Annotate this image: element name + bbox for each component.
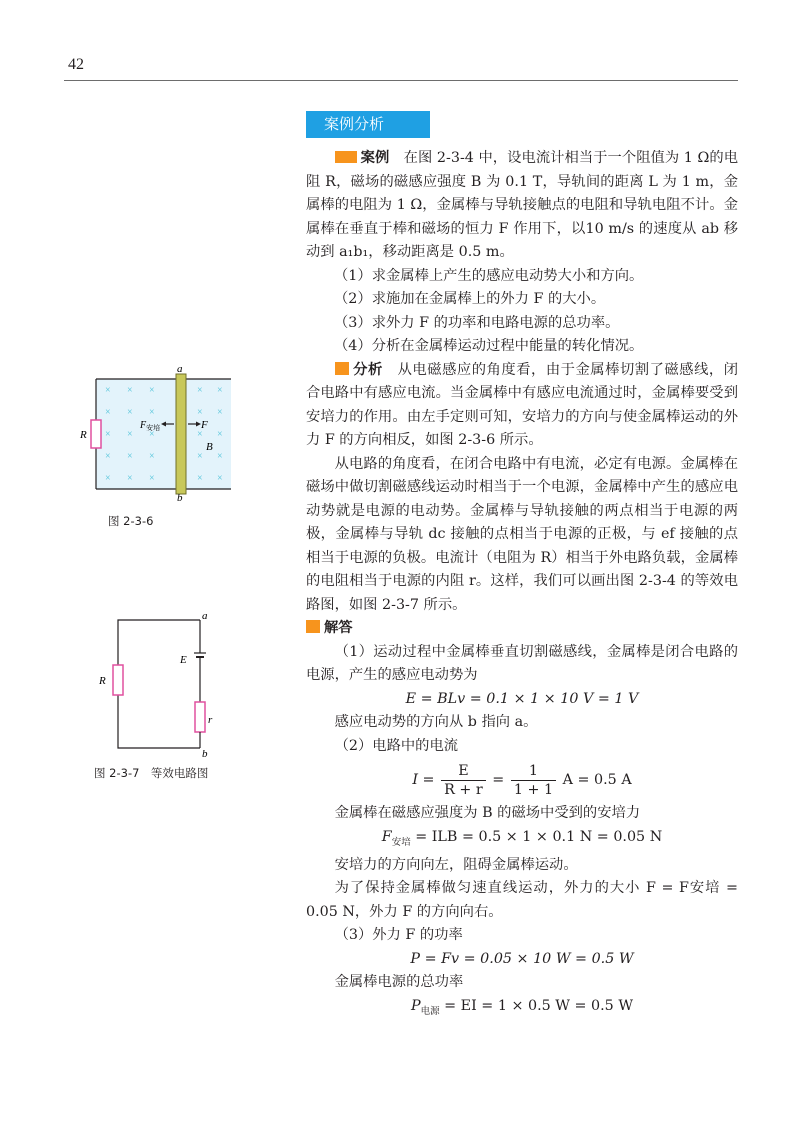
case-label: 案例	[360, 150, 390, 166]
field-cross-icon: ×	[149, 429, 155, 440]
case-text: 在图 2-3-4 中，设电流计相当于一个阻值为 1 Ω的电阻 R，磁场的磁感应强度 B 为 0.1 T，导轨间的距离 L 为 1 m，金属棒的电阻为 1 Ω，金属棒与导轨接触点的电阻和导轨电阻不计。金属棒在垂直于棒和磁场的恒力 F 作用下，以10 m/s 的速度从 ab 移动到 a₁b₁，移动距离是 0.5 m。	[306, 150, 739, 260]
field-cross-icon: ×	[149, 385, 155, 396]
field-cross-icon: ×	[127, 473, 133, 484]
label-F: F	[201, 419, 208, 431]
figure-2-3-7-caption: 图 2-3-7 等效电路图	[94, 766, 209, 780]
field-cross-icon: ×	[217, 407, 223, 418]
total-power-text: 金属棒电源的总功率	[334, 974, 464, 991]
field-cross-icon: ×	[127, 429, 133, 440]
solution-label: 解答	[324, 620, 353, 636]
question-2: （2）求施加在金属棒上的外力 F 的大小。	[334, 291, 606, 307]
field-cross-icon: ×	[197, 473, 203, 484]
field-cross-icon: ×	[105, 473, 111, 484]
resistor-R	[91, 420, 101, 448]
field-cross-icon: ×	[217, 473, 223, 484]
section-banner: 案例分析	[306, 111, 430, 138]
field-cross-icon: ×	[127, 407, 133, 418]
emf-direction: 感应电动势的方向从 b 指向 a。	[334, 714, 538, 730]
equation-total-power: $P_{电源}$ = EI = 1 × 0.5 W = 0.5 W	[410, 997, 634, 1017]
question-1: （1）求金属棒上产生的感应电动势大小和方向。	[334, 267, 644, 284]
field-cross-icon: ×	[197, 429, 203, 440]
field-cross-icon: ×	[105, 429, 111, 440]
label-a: a	[177, 363, 183, 375]
solution-step-2: （2）电路中的电流	[334, 737, 459, 754]
magnetic-field-diagram	[78, 362, 248, 502]
metal-rod	[176, 374, 186, 494]
label-a: a	[202, 610, 208, 622]
equivalent-circuit-diagram	[94, 608, 224, 758]
analysis-marker-icon	[335, 362, 349, 375]
field-cross-icon: ×	[105, 407, 111, 418]
solution-heading	[306, 617, 738, 641]
uniform-motion-text: 为了保持金属棒做匀速直线运动，外力的大小 F = F安培 = 0.05 N，外力 F 的方向向右。	[306, 880, 738, 920]
equation-current: I = $\frac{E}{R + r}$ = $\frac{1}{1 + 1}$ A = 0.5 A	[412, 762, 632, 798]
figure-2-3-6	[78, 362, 248, 502]
analysis-label: 分析	[352, 361, 383, 378]
equation-emf: E = BLv = 0.1 × 1 × 10 V = 1 V	[405, 690, 639, 707]
header-rule	[64, 80, 738, 81]
field-cross-icon: ×	[105, 385, 111, 396]
label-b: b	[177, 492, 183, 502]
case-paragraph	[306, 147, 738, 265]
main-text	[306, 147, 738, 1023]
label-E: E	[180, 654, 187, 666]
magnetic-field-region	[96, 379, 231, 489]
field-cross-icon: ×	[127, 451, 133, 462]
field-cross-icon: ×	[197, 385, 203, 396]
label-B: B	[206, 441, 213, 453]
label-R: R	[99, 675, 106, 687]
label-R: R	[80, 429, 87, 441]
equation-ampere-force: $F_{安培}$ = ILB = 0.5 × 1 × 0.1 N = 0.05 N	[381, 828, 663, 848]
field-cross-icon: ×	[217, 451, 223, 462]
outer-loop-wire	[118, 620, 200, 748]
question-4: （4）分析在金属棒运动过程中能量的转化情况。	[334, 338, 644, 354]
figure-2-3-7	[94, 608, 224, 758]
field-cross-icon: ×	[217, 385, 223, 396]
solution-step-1: （1）运动过程中金属棒垂直切割磁感线，金属棒是闭合电路的电源，产生的感应电动势为	[306, 643, 738, 683]
equation-power: P = Fv = 0.05 × 10 W = 0.5 W	[410, 950, 634, 967]
fraction-one-over-two: $\frac{1}{1 + 1}$	[511, 762, 556, 799]
solution-marker-icon	[306, 620, 320, 633]
field-cross-icon: ×	[105, 451, 111, 462]
internal-resistor-r	[195, 702, 205, 732]
solution-step-3: （3）外力 F 的功率	[334, 927, 463, 944]
field-cross-icon: ×	[217, 429, 223, 440]
analysis-text-1: 从电磁感应的角度看，由于金属棒切割了磁感线，闭合电路中有感应电流。当金属棒中有感应电流通过时，金属棒要受到安培力的作用。由左手定则可知，安培力的方向与使金属棒运动的外力 F 的方向相反，如图 2-3-6 所示。	[306, 361, 739, 448]
case-marker-icon	[335, 151, 357, 163]
label-r: r	[208, 714, 213, 726]
figure-2-3-6-caption: 图 2-3-6	[108, 514, 154, 528]
field-cross-icon: ×	[149, 451, 155, 462]
question-3: （3）求外力 F 的功率和电路电源的总功率。	[334, 314, 620, 331]
field-cross-icon: ×	[127, 385, 133, 396]
ampere-force-text: 金属棒在磁感应强度为 B 的磁场中受到的安培力	[334, 805, 641, 821]
label-F-ampere: $F_{安培}$	[140, 420, 161, 432]
ampere-force-direction: 安培力的方向向左，阻碍金属棒运动。	[334, 856, 578, 873]
label-b: b	[202, 748, 208, 758]
fraction-e-over-r: $\frac{E}{R + r}$	[441, 762, 486, 799]
load-resistor-R	[113, 665, 123, 695]
field-cross-icon: ×	[197, 407, 203, 418]
field-cross-icon: ×	[197, 451, 203, 462]
page-number: 42	[68, 56, 84, 73]
field-cross-icon: ×	[149, 407, 155, 418]
analysis-paragraph-2: 从电路的角度看，在闭合电路中有电流，必定有电源。金属棒在磁场中做切割磁感线运动时相当于一个电源，金属棒中产生的感应电动势就是电源的电动势。金属棒与导轨接触的两点相当于电源的两极，金属棒与导轨 dc 接触的点相当于电源的正极，与 ef 接触的点相当于电源的负极。电流计（电阻为 R）相当于外电路负载，金属棒的电阻相当于电源的内阻 r。这样，我们可以画出图 2-3-4 的等效电路图，如图 2-3-7 所示。	[306, 455, 738, 613]
analysis-paragraph-1	[306, 359, 738, 453]
field-cross-icon: ×	[149, 473, 155, 484]
